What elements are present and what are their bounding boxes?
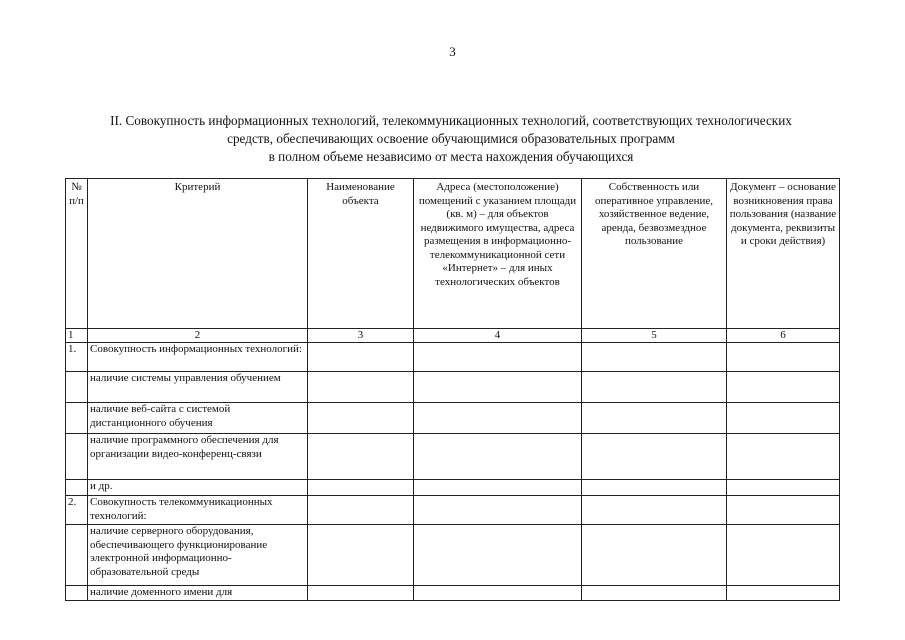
document-cell xyxy=(727,343,840,372)
row-number: 2. xyxy=(66,496,88,525)
table-header-row xyxy=(66,179,840,329)
header-criterion: Критерий xyxy=(88,179,308,329)
address-cell xyxy=(414,343,582,372)
object-name-cell xyxy=(308,343,414,372)
table-row xyxy=(66,525,840,586)
ownership-cell xyxy=(582,403,727,434)
ownership-cell xyxy=(582,586,727,601)
column-numbers-row xyxy=(66,329,840,343)
address-cell xyxy=(414,586,582,601)
document-cell xyxy=(727,525,840,586)
row-number xyxy=(66,480,88,496)
column-number: 6 xyxy=(727,329,840,343)
table-row xyxy=(66,586,840,601)
object-name-cell xyxy=(308,372,414,403)
object-name-cell xyxy=(308,496,414,525)
header-number: № п/п xyxy=(66,179,88,329)
document-cell xyxy=(727,496,840,525)
row-number xyxy=(66,403,88,434)
object-name-cell xyxy=(308,525,414,586)
ownership-cell xyxy=(582,343,727,372)
document-cell xyxy=(727,586,840,601)
object-name-cell xyxy=(308,586,414,601)
header-object-name: Наименование объекта xyxy=(308,179,414,329)
table-row xyxy=(66,403,840,434)
row-number xyxy=(66,525,88,586)
section-heading xyxy=(56,112,846,166)
resources-table xyxy=(65,178,840,601)
row-criterion: наличие веб-сайта с системой дистанционного обучения xyxy=(88,403,308,434)
object-name-cell xyxy=(308,403,414,434)
row-criterion: наличие доменного имени для xyxy=(88,586,308,601)
row-criterion: наличие серверного оборудования, обеспечивающего функционирование электронной информационно-образовательной среды xyxy=(88,525,308,586)
heading-line-1: II. Совокупность информационных технологий, телекоммуникационных технологий, соответствующих технологических xyxy=(110,113,792,128)
object-name-cell xyxy=(308,434,414,480)
address-cell xyxy=(414,496,582,525)
document-cell xyxy=(727,434,840,480)
document-cell xyxy=(727,480,840,496)
column-number: 2 xyxy=(88,329,308,343)
row-criterion: Совокупность информационных технологий: xyxy=(88,343,308,372)
document-cell xyxy=(727,403,840,434)
header-document: Документ – основание возникновения права пользования (название документа, реквизиты и сроки действия) xyxy=(727,179,840,329)
table-row xyxy=(66,496,840,525)
column-number: 3 xyxy=(308,329,414,343)
row-criterion: наличие системы управления обучением xyxy=(88,372,308,403)
address-cell xyxy=(414,525,582,586)
address-cell xyxy=(414,372,582,403)
row-number xyxy=(66,434,88,480)
row-number xyxy=(66,372,88,403)
document-cell xyxy=(727,372,840,403)
page-number: 3 xyxy=(449,44,456,59)
ownership-cell xyxy=(582,480,727,496)
column-number: 5 xyxy=(582,329,727,343)
header-address: Адреса (местоположение) помещений с указанием площади (кв. м) – для объектов недвижимого имущества, адреса размещения в информационно-телекоммуникационной сети «Интернет» – для иных технологических объектов xyxy=(414,179,582,329)
table-row xyxy=(66,343,840,372)
row-number xyxy=(66,586,88,601)
heading-line-2: средств, обеспечивающих освоение обучающимися образовательных программ xyxy=(227,131,675,146)
table-row xyxy=(66,480,840,496)
object-name-cell xyxy=(308,480,414,496)
ownership-cell xyxy=(582,525,727,586)
table-row xyxy=(66,372,840,403)
ownership-cell xyxy=(582,372,727,403)
header-ownership: Собственность или оперативное управление, хозяйственное ведение, аренда, безвозмездное пользование xyxy=(582,179,727,329)
address-cell xyxy=(414,403,582,434)
ownership-cell xyxy=(582,496,727,525)
ownership-cell xyxy=(582,434,727,480)
row-number: 1. xyxy=(66,343,88,372)
address-cell xyxy=(414,480,582,496)
table-row xyxy=(66,434,840,480)
column-number: 4 xyxy=(414,329,582,343)
heading-line-3: в полном объеме независимо от места нахождения обучающихся xyxy=(268,149,634,164)
row-criterion: и др. xyxy=(88,480,308,496)
address-cell xyxy=(414,434,582,480)
column-number: 1 xyxy=(66,329,88,343)
row-criterion: наличие программного обеспечения для организации видео-конференц-связи xyxy=(88,434,308,480)
row-criterion: Совокупность телекоммуникационных технологий: xyxy=(88,496,308,525)
